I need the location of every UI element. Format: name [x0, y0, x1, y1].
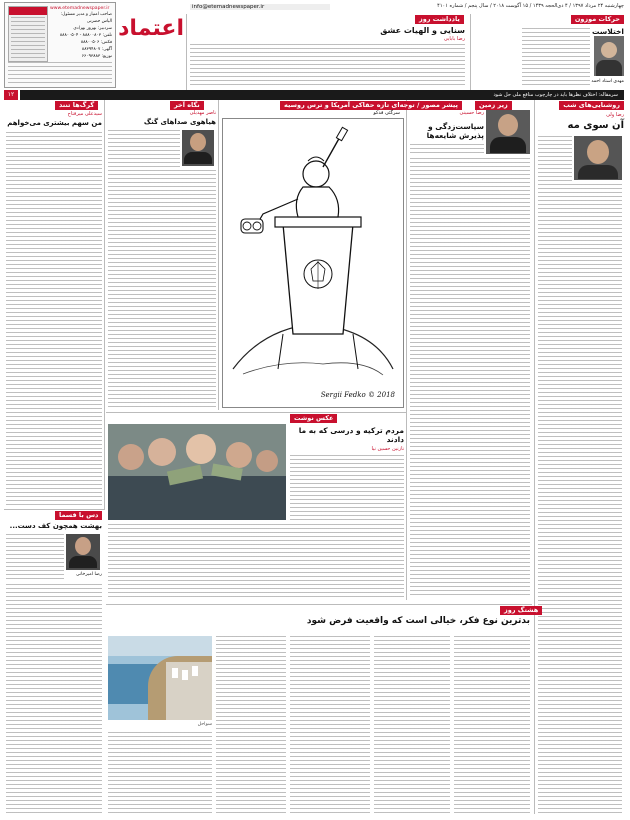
col-left-bottom-author: رضا امیرخانی — [76, 572, 102, 577]
turkey-body-b — [108, 524, 404, 600]
turkey-title[interactable]: مردم ترکیه و درسی که به ما دادند — [298, 426, 404, 444]
col-negah-body-a — [108, 130, 180, 168]
col-left-top-title[interactable]: من سهم بیشتری می‌خواهم — [7, 119, 102, 127]
top-right-author: مهدی استاد احمد — [591, 79, 624, 84]
col-negah-body-b — [108, 170, 216, 408]
info-line-5: آگهی: ۸۸۳۹۴۸۰۷ — [81, 47, 112, 52]
info-line-2: سردبیر: بهروز بهزادی — [73, 26, 112, 31]
col-right-author: رضا ولی — [606, 112, 624, 118]
col-right-body-a — [538, 136, 572, 182]
col-left-bottom-body-b — [6, 584, 102, 814]
col-zirzamin-tag: زیر زمین — [475, 101, 512, 110]
author-photo-top-right — [594, 36, 624, 76]
author-photo-zirzamin — [486, 110, 530, 154]
cartoon-signature: Sergii Fedko © 2018 — [320, 391, 395, 399]
editorial-tag: یادداشت روز — [415, 15, 464, 24]
cartoon-tag: پیشر مصور / توجه‌ای تازه حقاکی آمریکا و ترس روسیه — [280, 101, 462, 110]
author-photo-col-left-bottom — [66, 534, 100, 570]
col-left-bottom-title[interactable]: بهشت همچون کف دست... — [9, 522, 102, 530]
turkey-author: نازنین حسین نیا — [371, 446, 404, 452]
col-right-title[interactable]: آن سوی مه — [567, 120, 624, 131]
col-negah-tag: نگاه آخر — [170, 101, 204, 110]
col-right-body-b — [538, 184, 622, 814]
bottom-title[interactable]: بدترین نوع فکر، خیالی است که واقعیت فرض شود — [306, 616, 530, 626]
editorial-title[interactable]: سنایی و الهیات عشق — [380, 26, 465, 35]
newspaper-logo: اعتماد — [118, 16, 184, 41]
editorial-author: رضا بابایی — [443, 36, 465, 42]
turkey-photo — [108, 424, 286, 520]
editorial-body — [190, 44, 465, 86]
col-zirzamin-body-a — [410, 144, 484, 156]
cartoon-caption: سرگئی فدکو — [373, 110, 400, 116]
bottom-body-c — [374, 636, 450, 814]
col-left-bottom-tag: دس با قسما — [55, 511, 102, 520]
col-zirzamin-body-b — [410, 158, 530, 598]
publisher-info-box — [4, 2, 116, 88]
top-right-tag: حرکات موزون — [571, 15, 624, 24]
cartoon-drawing — [223, 119, 403, 407]
bottom-tag: هشتگ روز — [500, 606, 542, 615]
col-zirzamin-title[interactable]: سیاست‌زدگی و پذیرش شایعه‌ها — [426, 122, 484, 140]
col-left-bottom-body-a — [6, 534, 64, 582]
page-number: ۱۲ — [4, 90, 18, 100]
info-line-1: صاحب امتیاز و مدیر مسئول: الیاس حضرتی — [60, 12, 112, 24]
col-zirzamin-author: رضا حسینی — [459, 110, 484, 116]
cartoon-frame — [222, 118, 404, 408]
col-left-top-author: سیدعلی میرفتاح — [67, 111, 102, 117]
author-photo-negah — [182, 130, 214, 166]
info-line-3: تلفن: ۸۸۸۰۰۸۰۳ - ۸۸۸۰۰۵۰۴ — [59, 33, 112, 38]
bottom-body-e — [108, 732, 212, 814]
info-line-6: توزیع: ۶۶۰۹۳۸۸۳ — [81, 54, 112, 59]
date-line: چهارشنبه ۲۴ مرداد ۱۳۹۷ / ۴ ذی‌الحجه ۱۴۳۹ / ۱۵ آگوست ۲۰۱۸ / سال پنجم / شماره ۴۱۰۱ — [437, 3, 624, 9]
website-label[interactable]: www.etemadnewspaper.ir — [50, 6, 110, 11]
top-info-strip: سرمقاله: اختلاف نظرها باید در چارچوب منافع ملی حل شود — [20, 90, 624, 100]
newspaper-thumbnail — [8, 6, 48, 62]
bottom-body-b — [290, 636, 370, 814]
col-right-tag: روشنایی‌های شب — [559, 101, 624, 110]
author-photo-col-right — [574, 136, 622, 180]
bottom-body-d — [454, 636, 530, 814]
turkey-tag: عکس نوشت — [290, 414, 337, 423]
email-label[interactable]: info@etemadnewspaper.ir — [190, 4, 330, 10]
top-right-title[interactable]: اختلاست — [591, 27, 624, 36]
bottom-body-a — [216, 636, 286, 814]
col-left-top-body — [6, 132, 102, 506]
coastline-photo — [108, 636, 212, 720]
coastline-caption: سواحل — [197, 722, 212, 727]
col-negah-title[interactable]: هیاهوی صداهای گنگ — [143, 118, 216, 126]
top-right-body — [522, 28, 590, 86]
info-line-4: فکس: ۸۸۸۰۰۵۰۶ — [80, 40, 112, 45]
col-negah-author: ناصر مهدیلی — [189, 110, 216, 116]
turkey-body-a — [290, 455, 404, 521]
col-left-top-tag: گرگ‌ها تنند — [55, 101, 98, 110]
